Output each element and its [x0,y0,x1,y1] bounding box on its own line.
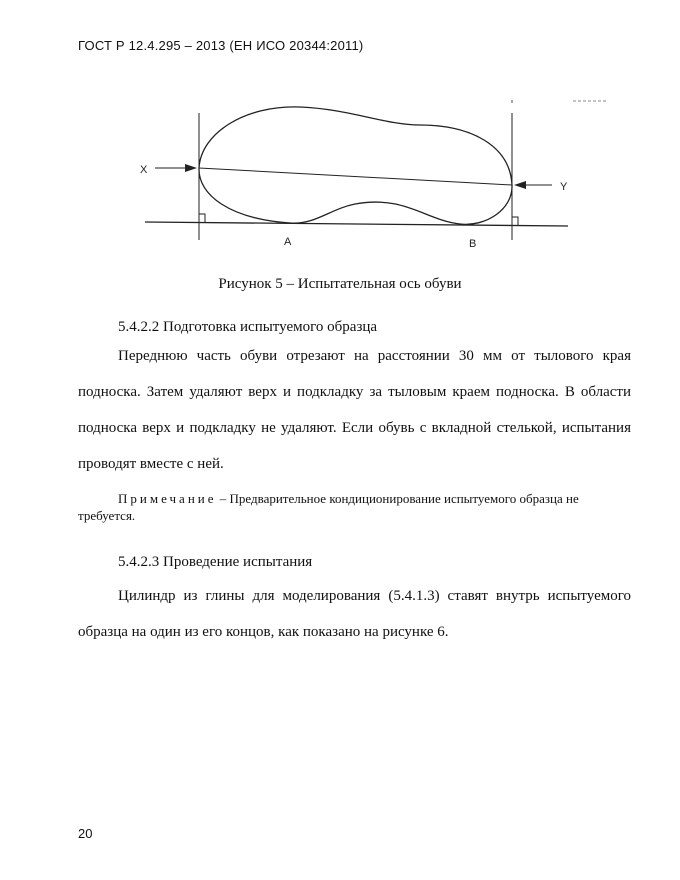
note-text: – Предварительное кондиционирование испытуемого образца не требуется. [78,491,579,523]
note-block [78,490,631,524]
test-axis-line [199,168,512,185]
label-b: B [469,238,477,250]
shoe-outline [199,107,512,224]
page-number: 20 [78,826,93,841]
left-right-angle-marker [199,214,205,222]
label-a: A [284,236,292,248]
label-y: Y [560,181,568,193]
label-x: X [140,164,148,176]
section-paragraph-5-4-2-2: Переднюю часть обуви отрезают на расстоянии 30 мм от тылового края подноска. Затем удаляют верх и подкладку за тыловым краем подноска. В области подноска верх и подкладку не удаляют. Если обувь с вкладной стелькой, испытания проводят вместе с ней. [78,348,631,472]
figure-caption: Рисунок 5 – Испытательная ось обуви [218,276,462,292]
section-heading-5-4-2-3: 5.4.2.3 Проведение испытания [118,554,313,570]
shoe-test-axis-figure [0,85,680,255]
section-heading-5-4-2-2: 5.4.2.2 Подготовка испытуемого образца [118,319,378,335]
y-arrow-head [514,181,526,189]
note-label: Примечание [118,491,217,506]
ground-line [145,222,568,226]
x-arrow-head [185,164,197,172]
document-header: ГОСТ Р 12.4.295 – 2013 (ЕН ИСО 20344:2011) [78,38,364,53]
section-paragraph-5-4-2-3: Цилиндр из глины для моделирования (5.4.1.3) ставят внутрь испытуемого образца на один из его концов, как показано на рисунке 6. [78,588,631,640]
right-right-angle-marker [512,217,518,225]
